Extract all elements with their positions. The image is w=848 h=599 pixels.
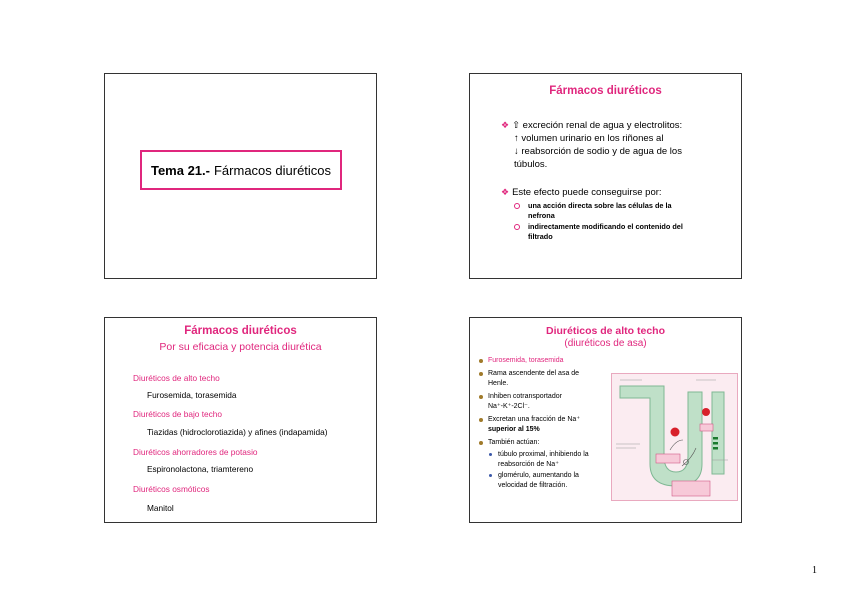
diamond-bullet-icon: ❖ <box>501 187 510 197</box>
bullet-dot-icon <box>489 453 492 456</box>
slide-4-title: Diuréticos de alto techo <box>545 325 666 337</box>
slide-4-bullet-3 <box>488 392 562 412</box>
slide-4-bullet-2-line-1: Rama ascendente del asa de <box>488 370 580 377</box>
bullet-dot-icon <box>489 474 492 477</box>
nephron-diagram-illustration <box>612 374 737 500</box>
page-number: 1 <box>812 565 817 576</box>
slide-4-bullet-4-line-1: Excretan una fracción de Na⁺ <box>488 416 581 423</box>
slide-4-subbullet-2-line-2: velocidad de filtración. <box>498 482 568 489</box>
slide-4-subbullet-2-line-1: glomérulo, aumentando la <box>498 472 579 479</box>
drugs-osmotic: Manitol <box>147 503 174 513</box>
slide-4 <box>469 317 742 523</box>
bullet-dot-icon <box>479 372 483 376</box>
category-potassium-sparing: Diuréticos ahorradores de potasio <box>133 447 258 457</box>
slide-4-bullet-1 <box>488 356 563 366</box>
ring-bullet-icon <box>514 224 520 230</box>
slide-2-subitem-1-line-2: nefrona <box>528 211 555 220</box>
bullet-dot-icon <box>479 359 483 363</box>
slide-4-subbullet-1-line-1: túbulo proximal, inhibiendo la <box>498 451 589 458</box>
slide-1-title-text: Fármacos diuréticos <box>213 162 332 178</box>
slide-4-bullet-5-text: También actúan: <box>488 439 540 446</box>
slide-4-subbullet-2 <box>498 471 579 491</box>
slide-4-subbullet-1-line-2: reabsorción de Na⁺ <box>498 461 559 468</box>
slide-4-subtitle: (diuréticos de asa) <box>564 338 647 349</box>
slide-4-bullet-2-line-2: Henle. <box>488 380 509 387</box>
nephron-diagram <box>611 373 738 501</box>
slide-4-bullet-4 <box>488 415 580 435</box>
slide-3-title: Fármacos diuréticos <box>184 325 297 337</box>
diamond-bullet-icon: ❖ <box>501 120 510 130</box>
slide-2-bullet-2-text: Este efecto puede conseguirse por: <box>512 187 662 198</box>
category-low-ceiling: Diuréticos de bajo techo <box>133 409 223 419</box>
slide-2-bullet-1-line-2: ↑ volumen urinario en los riñones al <box>514 133 664 144</box>
slide-1 <box>104 73 377 279</box>
slide-2-subitem-2 <box>528 222 714 242</box>
slide-2-bullet-2 <box>501 186 715 199</box>
category-high-ceiling: Diuréticos de alto techo <box>133 373 220 383</box>
drugs-high-ceiling: Furosemida, torasemida <box>147 390 237 400</box>
slide-4-bullet-2 <box>488 369 579 389</box>
slide-2-subitem-1-line-1: una acción directa sobre las células de la <box>528 201 672 210</box>
ring-bullet-icon <box>514 203 520 209</box>
slide-2-bullet-1-line-4: túbulos. <box>514 159 548 170</box>
bullet-dot-icon <box>479 395 483 399</box>
slide-2 <box>469 73 742 279</box>
slide-1-title-box <box>140 150 342 190</box>
slide-2-subitem-2-line-2: filtrado <box>528 232 553 241</box>
slide-4-bullet-3-line-2: Na⁺-K⁺-2Cl⁻. <box>488 403 530 410</box>
slide-2-subitem-1 <box>528 201 714 221</box>
slide-3-subtitle: Por su eficacia y potencia diurética <box>159 341 322 353</box>
slide-4-bullet-1-text: Furosemida, torasemida <box>488 357 564 364</box>
slide-4-bullet-3-line-1: Inhiben cotransportador <box>488 393 562 400</box>
slide-1-title-bold: Tema 21.- <box>150 162 210 178</box>
slide-4-subbullet-1 <box>498 450 589 470</box>
slide-3 <box>104 317 377 523</box>
category-osmotic: Diuréticos osmóticos <box>133 484 210 494</box>
bullet-dot-icon <box>479 441 483 445</box>
slide-2-bullet-1 <box>501 119 715 171</box>
slide-4-bullet-5 <box>488 438 539 448</box>
slide-2-title: Fármacos diuréticos <box>549 85 662 97</box>
bullet-dot-icon <box>479 418 483 422</box>
slide-2-subitem-2-line-1: indirectamente modificando el contenido del <box>528 222 683 231</box>
drugs-potassium-sparing: Espironolactona, triamtereno <box>147 464 254 474</box>
slide-2-bullet-1-line-1: ⇧ excreción renal de agua y electrolitos: <box>512 120 683 131</box>
slide-2-bullet-1-line-3: ↓ reabsorción de sodio y de agua de los <box>514 146 682 157</box>
drugs-low-ceiling: Tiazidas (hidroclorotiazida) y afines (indapamida) <box>147 427 328 437</box>
slide-4-bullet-4-line-2: superior al 15% <box>488 426 540 433</box>
